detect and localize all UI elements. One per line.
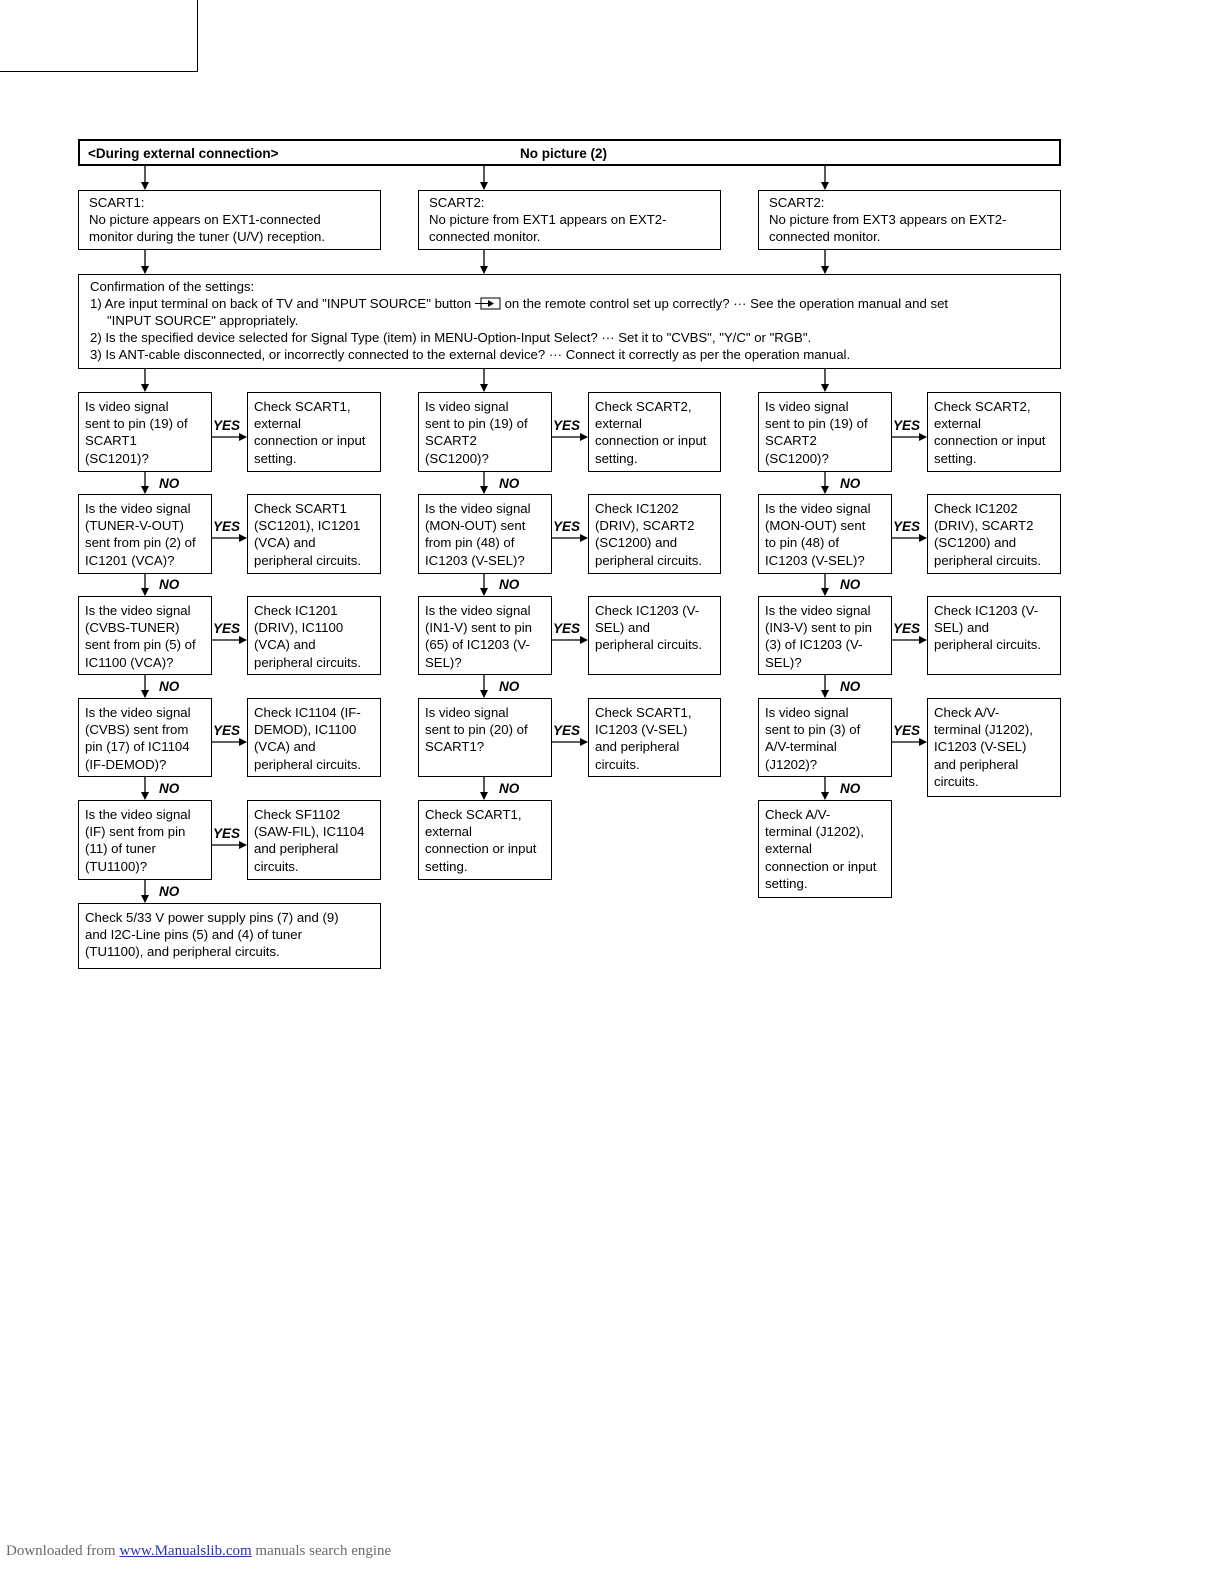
- no-label: NO: [159, 577, 180, 592]
- col2-question-2: Is the video signal (MON-OUT) sent from pin (48) of IC1203 (V-SEL)?: [418, 494, 552, 574]
- col2-question-4: Is video signal sent to pin (20) of SCART1?: [418, 698, 552, 777]
- confirmation-item-1: [90, 295, 1049, 312]
- no-label: NO: [840, 577, 861, 592]
- col2-final-action: Check SCART1, external connection or input setting.: [418, 800, 552, 880]
- scart2-ext3-symptom-box: SCART2: No picture from EXT3 appears on EXT2- connected monitor.: [758, 190, 1061, 250]
- col3-question-1: Is video signal sent to pin (19) of SCART2 (SC1200)?: [758, 392, 892, 472]
- yes-label: YES: [553, 621, 581, 636]
- header-context: <During external connection>: [88, 146, 279, 161]
- yes-label: YES: [893, 418, 921, 433]
- col3-final-action: Check A/V- terminal (J1202), external connection or input setting.: [758, 800, 892, 898]
- col1-action-2: Check SCART1 (SC1201), IC1201 (VCA) and peripheral circuits.: [247, 494, 381, 574]
- input-source-button-icon: [475, 297, 501, 310]
- yes-label: YES: [213, 519, 241, 534]
- yes-label: YES: [893, 723, 921, 738]
- footer-prefix: Downloaded from: [6, 1543, 116, 1559]
- settings-confirmation-box: [78, 274, 1061, 369]
- no-label: NO: [159, 476, 180, 491]
- col1-action-1: Check SCART1, external connection or input setting.: [247, 392, 381, 472]
- confirmation-item-1-part-a: 1) Are input terminal on back of TV and "INPUT SOURCE" button: [90, 296, 472, 311]
- yes-label: YES: [893, 621, 921, 636]
- flowchart-title: No picture (2): [520, 146, 608, 161]
- scart2-ext1-symptom-box: SCART2: No picture from EXT1 appears on EXT2- connected monitor.: [418, 190, 721, 250]
- footer-link[interactable]: www.Manualslib.com: [119, 1543, 252, 1559]
- col2-question-3: Is the video signal (IN1-V) sent to pin (65) of IC1203 (V- SEL)?: [418, 596, 552, 675]
- col3-action-3: Check IC1203 (V- SEL) and peripheral circuits.: [927, 596, 1061, 675]
- col3-action-1: Check SCART2, external connection or input setting.: [927, 392, 1061, 472]
- footer-suffix: manuals search engine: [255, 1543, 392, 1559]
- col2-action-3: Check IC1203 (V- SEL) and peripheral circuits.: [588, 596, 721, 675]
- col1-question-1: Is video signal sent to pin (19) of SCART1 (SC1201)?: [78, 392, 212, 472]
- col2-question-1: Is video signal sent to pin (19) of SCART2 (SC1200)?: [418, 392, 552, 472]
- confirmation-item-2: 2) Is the specified device selected for Signal Type (item) in MENU-Option-Input Select? ··· Set it to "CVBS", "Y/C" or "RGB".: [90, 330, 812, 345]
- col3-question-3: Is the video signal (IN3-V) sent to pin (3) of IC1203 (V- SEL)?: [758, 596, 892, 675]
- no-label: NO: [499, 476, 520, 491]
- col1-final-action: Check 5/33 V power supply pins (7) and (9) and I2C-Line pins (5) and (4) of tuner (TU1100), and peripheral circuits.: [78, 903, 381, 969]
- col1-question-4: Is the video signal (CVBS) sent from pin (17) of IC1104 (IF-DEMOD)?: [78, 698, 212, 777]
- no-label: NO: [840, 781, 861, 796]
- col2-action-1: Check SCART2, external connection or input setting.: [588, 392, 721, 472]
- no-label: NO: [499, 679, 520, 694]
- confirmation-item-1-continued: "INPUT SOURCE" appropriately.: [107, 313, 299, 328]
- yes-label: YES: [553, 519, 581, 534]
- col3-action-4: Check A/V- terminal (J1202), IC1203 (V-SEL) and peripheral circuits.: [927, 698, 1061, 797]
- yes-label: YES: [213, 723, 241, 738]
- yes-label: YES: [213, 826, 241, 841]
- no-label: NO: [499, 577, 520, 592]
- yes-label: YES: [553, 418, 581, 433]
- confirmation-title: Confirmation of the settings:: [90, 279, 255, 294]
- col3-action-2: Check IC1202 (DRIV), SCART2 (SC1200) and peripheral circuits.: [927, 494, 1061, 574]
- confirmation-item-1-part-b: on the remote control set up correctly? ··· See the operation manual and set: [504, 296, 949, 311]
- col2-action-2: Check IC1202 (DRIV), SCART2 (SC1200) and peripheral circuits.: [588, 494, 721, 574]
- col1-action-4: Check IC1104 (IF- DEMOD), IC1100 (VCA) and peripheral circuits.: [247, 698, 381, 777]
- yes-label: YES: [213, 621, 241, 636]
- col1-action-5: Check SF1102 (SAW-FIL), IC1104 and peripheral circuits.: [247, 800, 381, 880]
- yes-label: YES: [893, 519, 921, 534]
- scart1-symptom-box: SCART1: No picture appears on EXT1-connected monitor during the tuner (U/V) reception.: [78, 190, 381, 250]
- no-label: NO: [159, 884, 180, 899]
- col1-question-2: Is the video signal (TUNER-V-OUT) sent from pin (2) of IC1201 (VCA)?: [78, 494, 212, 574]
- download-footer: [6, 1543, 391, 1560]
- confirmation-item-3: 3) Is ANT-cable disconnected, or incorrectly connected to the external device? ··· Connect it correctly as per the operation manual.: [90, 347, 851, 362]
- col3-question-2: Is the video signal (MON-OUT) sent to pin (48) of IC1203 (V-SEL)?: [758, 494, 892, 574]
- col2-action-4: Check SCART1, IC1203 (V-SEL) and peripheral circuits.: [588, 698, 721, 777]
- col1-action-3: Check IC1201 (DRIV), IC1100 (VCA) and peripheral circuits.: [247, 596, 381, 675]
- no-label: NO: [499, 781, 520, 796]
- yes-label: YES: [553, 723, 581, 738]
- flowchart-header: [78, 139, 1061, 166]
- col3-question-4: Is video signal sent to pin (3) of A/V-terminal (J1202)?: [758, 698, 892, 777]
- no-label: NO: [840, 679, 861, 694]
- col1-question-5: Is the video signal (IF) sent from pin (11) of tuner (TU1100)?: [78, 800, 212, 880]
- no-label: NO: [159, 781, 180, 796]
- no-label: NO: [159, 679, 180, 694]
- no-label: NO: [840, 476, 861, 491]
- yes-label: YES: [213, 418, 241, 433]
- col1-question-3: Is the video signal (CVBS-TUNER) sent from pin (5) of IC1100 (VCA)?: [78, 596, 212, 675]
